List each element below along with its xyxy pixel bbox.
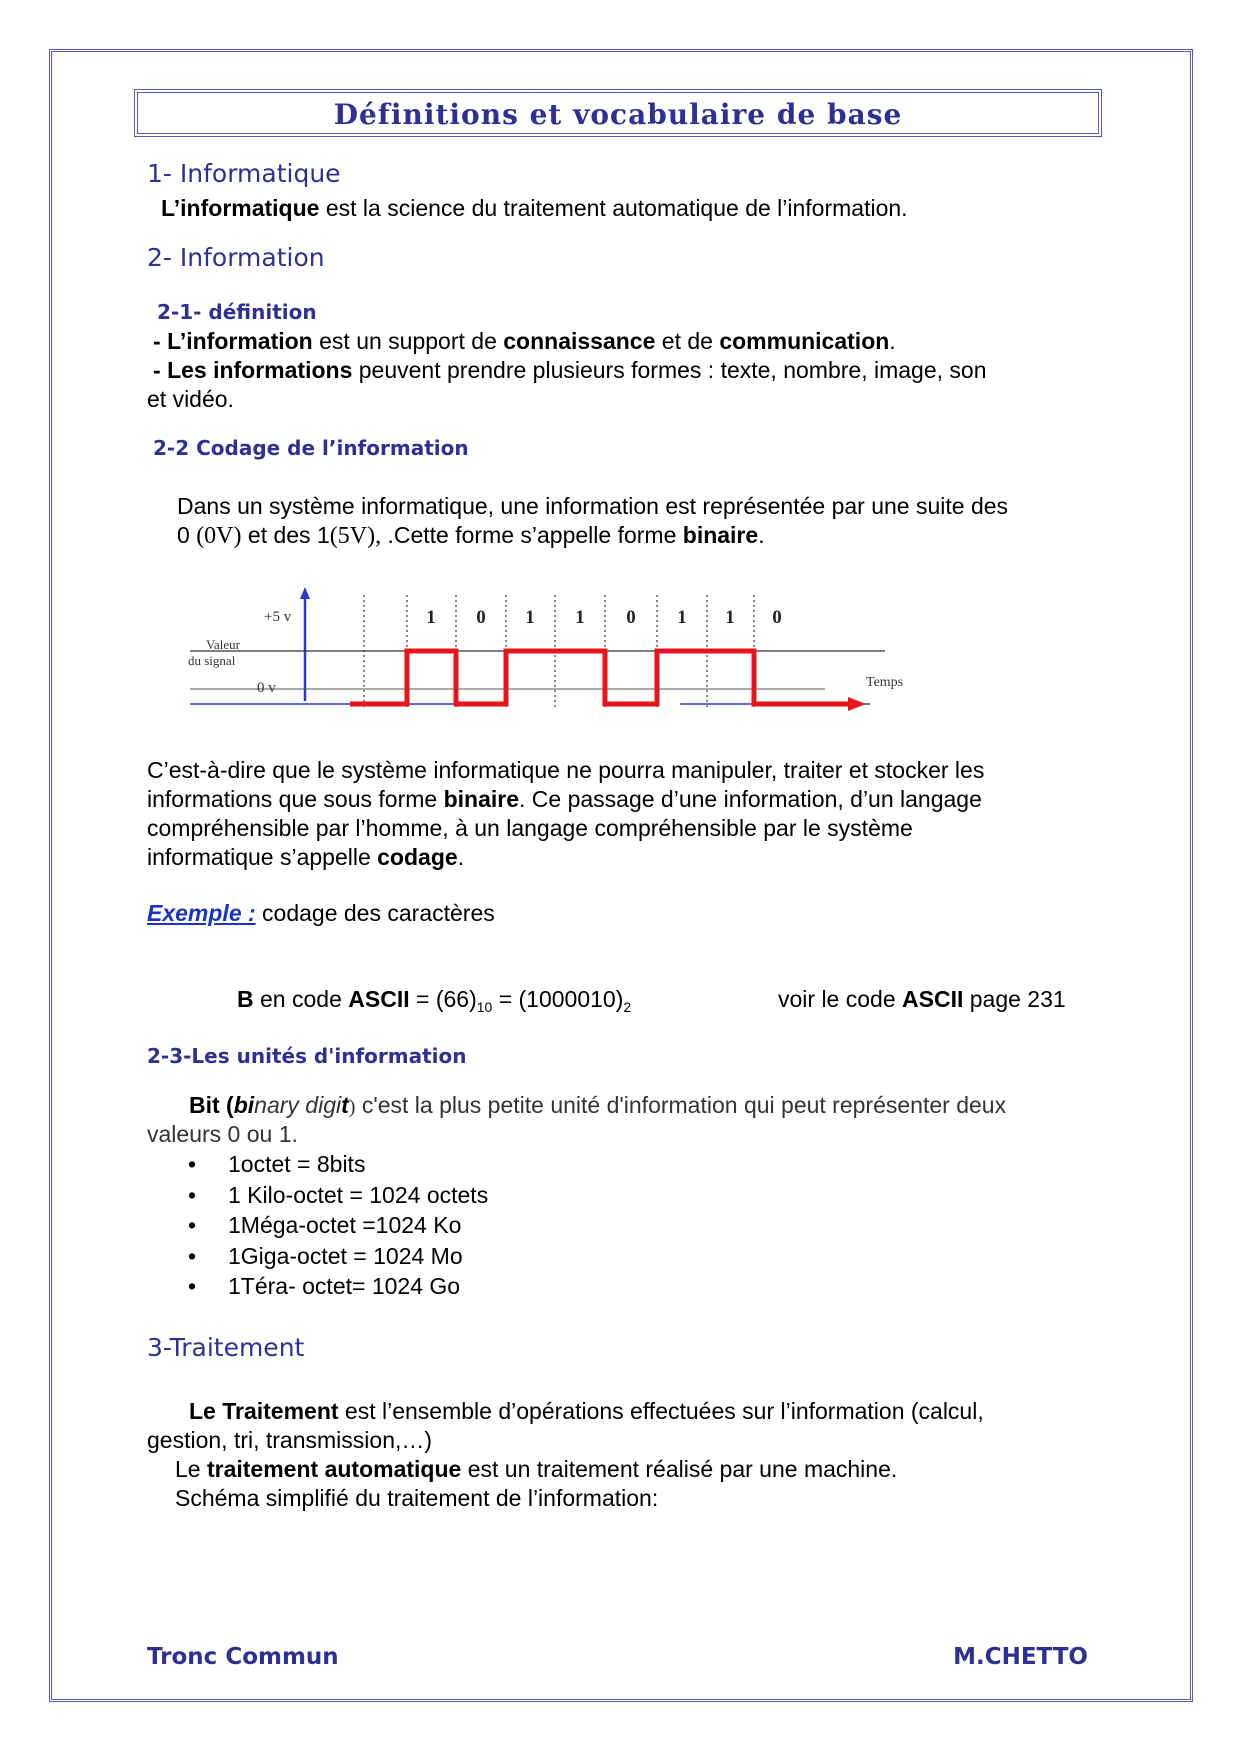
ascii-example: [237, 985, 631, 1022]
term-informatique: L’informatique: [161, 195, 320, 221]
text: 0: [177, 522, 197, 548]
heading-definition: 2-1- définition: [157, 300, 317, 324]
codage-para2-line-1: C’est-à-dire que le système informatique ne pourra manipuler, traiter et stocker les: [147, 757, 985, 783]
text: informations que sous forme: [147, 786, 444, 812]
label-plus5v: +5 v: [264, 609, 292, 625]
label-valeur: Valeur: [206, 637, 240, 652]
footer-right: M.CHETTO: [953, 1644, 1088, 1670]
label-temps: Temps: [866, 675, 904, 690]
informatique-definition: [161, 194, 908, 223]
five-volt: (5V),: [329, 523, 382, 549]
heading-codage: 2-2 Codage de l’information: [153, 436, 469, 460]
codage-para-line-2: [177, 521, 765, 551]
zero-volt: (0V): [196, 523, 242, 549]
text: Le: [175, 1456, 207, 1482]
traitement-line-2: gestion, tri, transmission,…): [147, 1427, 433, 1453]
time-arrow: [848, 697, 866, 711]
informatique-text: est la science du traitement automatique de l’information.: [319, 195, 908, 221]
term-information: L’information: [167, 328, 313, 354]
text: .Cette forme s’appelle forme: [381, 522, 683, 548]
text: est un traitement réalisé par une machine.: [461, 1456, 898, 1482]
heading-information: 2- Information: [147, 243, 325, 272]
list-item: • 1octet = 8bits: [188, 1149, 488, 1180]
text: t: [341, 1092, 349, 1118]
term-ascii: ASCII: [348, 986, 410, 1012]
definition-line-3: et vidéo.: [147, 386, 234, 412]
letter-b: B: [237, 986, 254, 1012]
heading-traitement: 3-Traitement: [147, 1333, 305, 1362]
list-item: • 1Téra- octet= 1024 Go: [188, 1271, 488, 1302]
list-item: • 1Méga-octet =1024 Ko: [188, 1210, 488, 1241]
text: .: [889, 328, 896, 354]
title-box: [134, 89, 1102, 137]
text: .: [758, 522, 765, 548]
codage-para2-line-4: [147, 843, 464, 872]
text: ): [348, 1096, 356, 1118]
definition-line-2: [153, 356, 986, 385]
bit-label: 0: [476, 607, 486, 628]
label-du-signal: du signal: [188, 653, 236, 668]
codage-para2-line-2: [147, 785, 982, 814]
bit-label: 0: [772, 607, 782, 628]
text: page 231: [963, 986, 1066, 1012]
text: c'est la plus petite unité d'information qui peut représenter deux: [355, 1092, 1007, 1118]
units-list: [188, 1149, 488, 1302]
list-item: • 1 Kilo-octet = 1024 octets: [188, 1180, 488, 1211]
text: est un support de: [312, 328, 504, 354]
text: bi: [233, 1092, 255, 1118]
text: = (66): [409, 986, 477, 1012]
text: et des 1: [241, 522, 330, 548]
ascii-reference: [778, 985, 1066, 1014]
list-item: • 1Giga-octet = 1024 Mo: [188, 1241, 488, 1272]
text: = (1000010): [492, 986, 624, 1012]
term-codage: codage: [377, 844, 458, 870]
text: en code: [253, 986, 349, 1012]
text: peuvent prendre plusieurs formes : texte, nombre, image, son: [352, 357, 987, 383]
term-ascii: ASCII: [902, 986, 964, 1012]
text: . Ce passage d’une information, d’un langage: [519, 786, 982, 812]
traitement-line-3: [175, 1455, 897, 1484]
bit-label: 0: [626, 607, 636, 628]
bit-label: 1: [725, 607, 735, 628]
traitement-line-1: [189, 1397, 984, 1426]
text: informatique s’appelle: [147, 844, 378, 870]
definition-line-1: [153, 327, 896, 356]
bit-label: 1: [677, 607, 687, 628]
heading-unites: 2-3-Les unités d'information: [147, 1044, 467, 1068]
base-10: 10: [476, 999, 493, 1015]
base-2: 2: [623, 999, 632, 1015]
term-communication: communication: [719, 328, 890, 354]
codage-para2-line-3: compréhensible par l’homme, à un langage compréhensible par le système: [147, 815, 913, 841]
footer-left: Tronc Commun: [147, 1644, 339, 1670]
label-0v: 0 v: [257, 680, 276, 696]
bit-label: 1: [426, 607, 436, 628]
example-text: codage des caractères: [255, 900, 495, 926]
example-label: Exemple :: [147, 900, 256, 926]
traitement-line-4: Schéma simplifié du traitement de l’information:: [175, 1485, 659, 1511]
heading-informatique: 1- Informatique: [147, 159, 341, 188]
binary-signal-diagram: [180, 585, 920, 720]
term-traitement-automatique: traitement automatique: [206, 1456, 462, 1482]
binary-signal: [350, 651, 840, 704]
text: et de: [655, 328, 720, 354]
dash: -: [153, 328, 168, 354]
dash: -: [153, 357, 168, 383]
bit-definition-line-1: [189, 1091, 1006, 1122]
text: nary digi: [254, 1092, 342, 1118]
page-title: Définitions et vocabulaire de base: [333, 98, 903, 131]
bit-labels: [426, 607, 782, 628]
term-traitement: Le Traitement: [189, 1398, 339, 1424]
axis-arrow-up: [300, 587, 310, 599]
example-line: [147, 899, 495, 928]
term-binaire: binaire: [682, 522, 759, 548]
term-binaire: binaire: [443, 786, 520, 812]
text: voir le code: [778, 986, 903, 1012]
text: .: [457, 844, 465, 870]
bit-label: 1: [575, 607, 585, 628]
text: est l’ensemble d’opérations effectuées sur l’information (calcul,: [338, 1398, 984, 1424]
bit-definition-line-2: valeurs 0 ou 1.: [147, 1121, 298, 1147]
term-bit: Bit (: [189, 1092, 234, 1118]
bit-label: 1: [525, 607, 535, 628]
codage-para-line-1: Dans un système informatique, une information est représentée par une suite des: [177, 493, 1009, 519]
term-connaissance: connaissance: [503, 328, 656, 354]
term-les-informations: Les informations: [167, 357, 353, 383]
